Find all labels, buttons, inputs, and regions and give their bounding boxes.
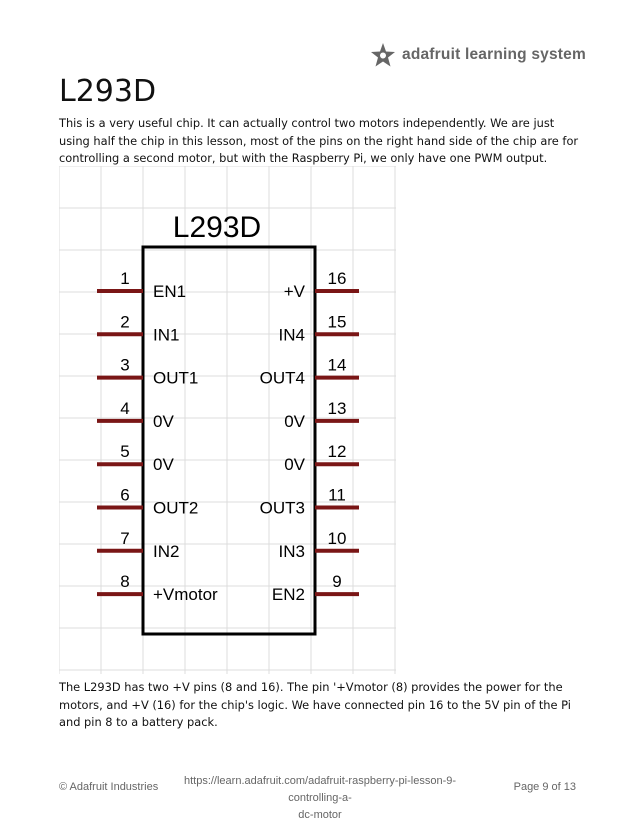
right-pin-label: IN3	[278, 541, 305, 561]
right-pin-number: 14	[327, 355, 347, 375]
footer-page-info: Page 9 of 13	[513, 781, 576, 793]
body-paragraph: The L293D has two +V pins (8 and 16). The pin '+Vmotor (8) provides the power for the motors, and +V (16) for the chip's logic. We have connected pin 16 to the 5V pin of the Pi and pin 8 to a battery pack.	[59, 680, 571, 730]
footer-url[interactable]	[160, 773, 480, 824]
header-logo[interactable]	[370, 42, 586, 68]
left-pin-label: OUT1	[153, 368, 199, 388]
left-pins	[97, 269, 218, 604]
left-pin-number: 6	[120, 485, 130, 505]
right-pin-label: IN4	[278, 325, 305, 345]
right-pin-label: OUT3	[259, 498, 305, 518]
page-title: L293D	[59, 74, 157, 109]
left-pin-number: 5	[120, 442, 130, 462]
right-pins	[260, 269, 359, 604]
logo-text: adafruit learning system	[402, 46, 586, 63]
left-pin-label: 0V	[153, 455, 174, 475]
l293d-pinout-diagram	[59, 166, 396, 674]
right-pin-label: EN2	[271, 585, 305, 605]
right-pin-number: 16	[327, 269, 347, 288]
chip-title: L293D	[172, 211, 262, 244]
right-pin-number: 10	[327, 528, 347, 548]
chip-body	[143, 247, 315, 634]
right-pin-label: 0V	[284, 455, 305, 475]
intro-paragraph: This is a very useful chip. It can actually control two motors independently. We are just using half the chip in this lesson, most of the pins on the right hand side of the chip are for controlling a second motor, but with the Raspberry Pi, we only have one PWM output.	[59, 116, 579, 166]
footer-copyright: © Adafruit Industries	[59, 781, 159, 793]
left-pin-number: 8	[120, 572, 130, 592]
right-pin-number: 15	[327, 312, 347, 332]
right-pin-label: +V	[283, 282, 305, 301]
left-pin-number: 4	[120, 398, 130, 418]
left-pin-number: 3	[120, 355, 130, 375]
left-pin-number: 1	[120, 269, 130, 288]
footer-url-line1[interactable]: https://learn.adafruit.com/adafruit-raspberry-pi-lesson-9-controlling-a-	[183, 775, 457, 804]
right-pin-number: 13	[327, 398, 347, 418]
footer-url-line2[interactable]: dc-motor	[298, 809, 342, 821]
footer	[0, 773, 638, 821]
adafruit-star-icon	[370, 42, 396, 68]
left-pin-label: IN2	[153, 541, 180, 561]
left-pin-label: IN1	[153, 325, 180, 345]
left-pin-number: 7	[120, 528, 130, 548]
right-pin-number: 9	[332, 572, 342, 592]
left-pin-label: 0V	[153, 411, 174, 431]
right-pin-label: 0V	[284, 411, 305, 431]
left-pin-label: OUT2	[153, 498, 199, 518]
right-pin-number: 11	[328, 485, 346, 505]
right-pin-label: OUT4	[259, 368, 305, 388]
left-pin-number: 2	[120, 312, 130, 332]
right-pin-number: 12	[327, 442, 347, 462]
left-pin-label: EN1	[153, 282, 187, 301]
left-pin-label: +Vmotor	[153, 585, 218, 605]
